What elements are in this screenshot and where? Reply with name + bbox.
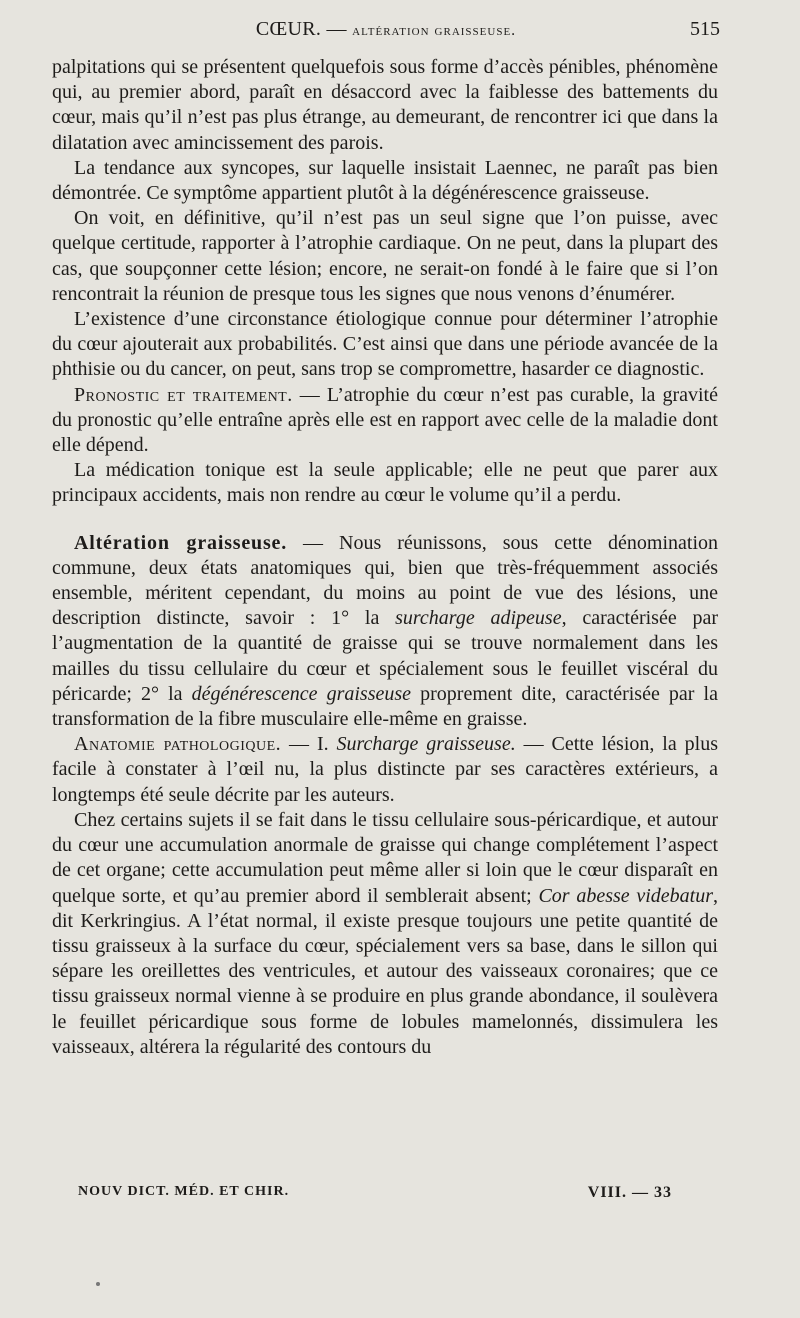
- emphasis: Surcharge graisseuse.: [336, 733, 516, 756]
- running-header: [52, 18, 720, 46]
- paragraph-lead: Pronostic et traitement.: [74, 383, 293, 406]
- paragraph-text: — I.: [281, 733, 337, 756]
- emphasis: surcharge adipeuse: [395, 607, 562, 630]
- paragraph: L’existence d’une circonstance étiologique connue pour déterminer l’atrophie du cœur ajouterait aux probabilités. C’est ainsi que dans une période avancée de la phthisie ou du cancer, on peut, sans trop se compromettre, hasarder ce diagnostic.: [52, 308, 718, 381]
- paragraph-text: — Cette lésion, la plus facile à constater à l’œil nu, la plus distincte par ses caractères extérieurs, a longtemps été seule décrite par les auteurs.: [52, 733, 718, 806]
- paragraph: La tendance aux syncopes, sur laquelle insistait Laennec, ne paraît pas bien démontrée. Ce symptôme appartient plutôt à la dégénérescence graisseuse.: [52, 156, 718, 205]
- paragraph: [52, 383, 718, 459]
- paragraph: On voit, en définitive, qu’il n’est pas un seul signe que l’on puisse, avec quelque certitude, rapporter à l’atrophie cardiaque. On ne peut, dans la plupart des cas, que soupçonner cette lésion; encore, ne serait-on fondé à le faire que si l’on rencontrait la réunion de presque tous les signes que nous venons d’énumérer.: [52, 207, 718, 305]
- paragraph-text: — Nous réunissons, sous cette dénomination commune, deux états anatomiques qui, bien que très-fréquemment associés ensemble, méritent cependant, du moins au point de vue des lésions, une description distincte, savoir : 1° la: [52, 531, 719, 630]
- running-title: [52, 18, 720, 41]
- paragraph-text: Chez certains sujets il se fait dans le tissu cellulaire sous-péricardique, et autour du cœur une accumulation anormale de graisse qui change complétement l’aspect de cet organe; cette accumulation peut même aller si loin que le cœur disparaît en quelque sorte, et qu’au premier abord il semblerait absent;: [52, 808, 718, 907]
- paragraph: [52, 808, 718, 1060]
- emphasis: dégénérescence graisseuse: [191, 682, 412, 705]
- page-body: [52, 55, 718, 1060]
- section-heading: Altération graisseuse.: [74, 531, 288, 554]
- paragraph: La médication tonique est la seule applicable; elle ne peut que parer aux principaux accidents, mais non rendre au cœur le volume qu’il a perdu.: [52, 459, 718, 507]
- paragraph-text: — L’atrophie du cœur n’est pas curable, la gravité du pronostic qu’elle entraîne après elle est en rapport avec celle de la maladie dont elle dépend.: [52, 383, 718, 457]
- footer-signature: NOUV DICT. MÉD. ET CHIR.: [78, 1184, 290, 1199]
- running-title-separator: —: [321, 18, 353, 40]
- paragraph-lead: Anatomie pathologique.: [74, 733, 282, 756]
- paragraph-text: proprement dite, caractérisée par la transformation de la fibre musculaire elle-même en graisse.: [52, 682, 718, 731]
- paragraph-text: , caractérisée par l’augmentation de la quantité de graisse qui se trouve normalement dans les mailles du tissu cellulaire du cœur et spécialement sous le feuillet viscéral du péricarde; 2° la: [52, 607, 718, 705]
- running-title-section: altération graisseuse.: [352, 22, 517, 39]
- paragraph: palpitations qui se présentent quelquefois sous forme d’accès pénibles, phénomène qui, au premier abord, paraît en désaccord avec la faiblesse des battements du cœur, mais qu’il n’est pas plus étrange, au demeurant, de rencontrer ici que dans la dilatation avec amincissement des parois.: [52, 56, 718, 154]
- emphasis: Cor abesse videbatur: [538, 884, 714, 907]
- paragraph-text: , dit Kerkringius. A l’état normal, il existe presque toujours une petite quantité de tissu graisseux à la surface du cœur, spécialement vers sa base, dans le sillon qui sépare les oreillettes des ventricules, et autour des vaisseaux coronaires; que ce tissu graisseux normal vienne à se produire en plus grande abondance, il soulèvera le feuillet péricardique sous forme de lobules mamelonnés, dissimulera les vaisseaux, altérera la régularité des contours du: [52, 884, 719, 1058]
- footer-volume: VIII. — 33: [587, 1184, 672, 1201]
- running-title-main: CŒUR.: [255, 18, 322, 40]
- paragraph: [52, 732, 718, 808]
- page-number: 515: [690, 18, 720, 40]
- section-paragraph: [52, 531, 718, 733]
- paper-speck: [96, 1282, 100, 1286]
